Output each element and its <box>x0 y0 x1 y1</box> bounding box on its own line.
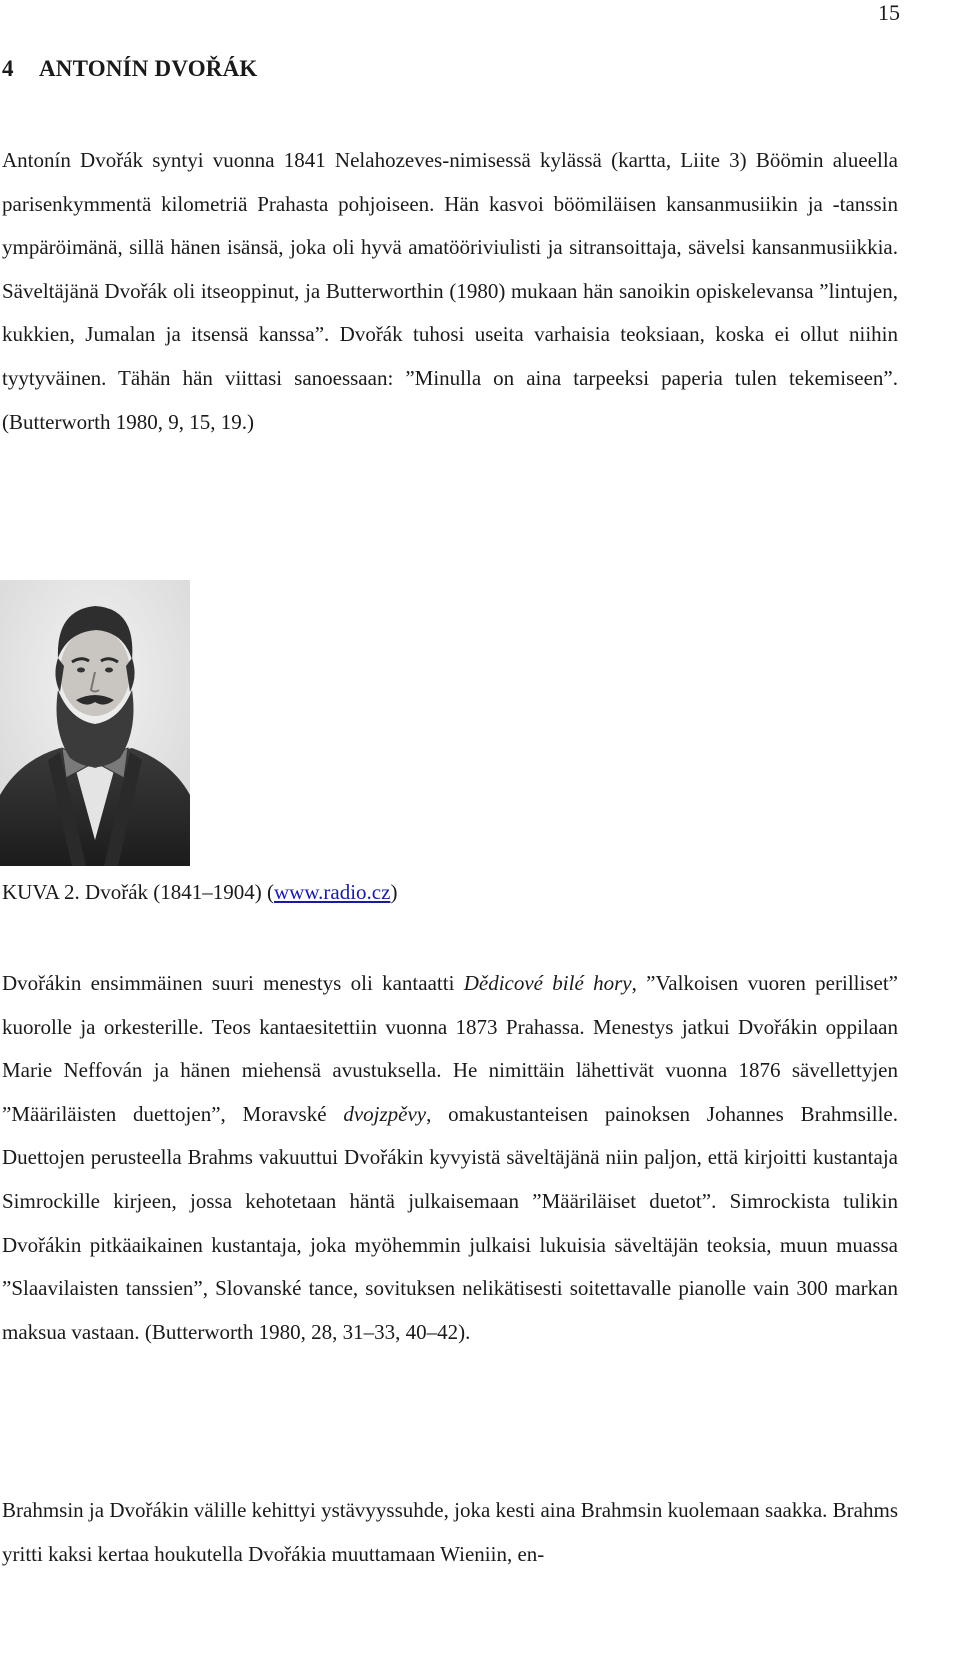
success-text-3: , omakustanteisen painoksen Johannes Brahmsille. Duettojen perusteella Brahms vakuuttui Dvořákin kyvyistä säveltäjänä niin paljon, että kirjoitti kustantaja Simrockille kirjeen, jossa kehotetaan häntä julkaisemaan ”Määriläiset duetot”. Simrockista tulikin Dvořákin pitkäaikainen kustantaja, joka myöhemmin julkaisi lukuisia säveltäjän teoksia, muun muassa ”Slaavilaisten tanssien”, Slovanské tance, sovituksen nelikätisesti soitettavalle pianolle vain 300 markan maksua vastaan. (Butterworth 1980, 28, 31–33, 40–42). <box>2 1101 898 1344</box>
paragraph-success <box>2 962 898 1354</box>
work-title-dedicove: Dědicové bilé hory <box>463 971 632 995</box>
paragraph-birth: Antonín Dvořák syntyi vuonna 1841 Nelahozeves-nimisessä kylässä (kartta, Liite 3) Böömin alueella parisenkymmentä kilometriä Prahasta pohjoiseen. Hän kasvoi böömiläisen kansanmusiikin ja -tanssin ympäröimänä, sillä hänen isänsä, joka oli hyvä amatööriviulisti ja sitransoittaja, sävelsi kansanmusiikkia. Säveltäjänä Dvořák oli itseoppinut, ja Butterworthin (1980) mukaan hän sanoikin opiskelevansa ”lintujen, kukkien, Jumalan ja itsensä kanssa”. Dvořák tuhosi useita varhaisia teoksiaan, koska ei ollut niihin tyytyväinen. Tähän hän viittasi sanoessaan: ”Minulla on aina tarpeeksi paperia tulen tekemiseen”. (Butterworth 1980, 9, 15, 19.) <box>2 148 898 434</box>
page-number: 15 <box>878 0 900 25</box>
chapter-number: 4 <box>2 56 14 81</box>
chapter-title <box>2 56 258 82</box>
caption-text: KUVA 2. Dvořák (1841–1904) ( <box>2 880 275 904</box>
success-text-1: Dvořákin ensimmäinen suuri menestys oli kantaatti <box>2 971 464 995</box>
chapter-title-text: ANTONÍN DVOŘÁK <box>39 56 258 81</box>
caption-close: ) <box>390 880 398 904</box>
success-text-2: , ”Valkoisen vuoren perilliset” kuorolle ja orkesterille. Teos kantaesitettiin vuonna 1873 Prahassa. Menestys jatkui Dvořákin oppilaan Marie Neffován ja hänen miehensä avustuksella. He nimittäin lähettivät vuonna 1876 sävellettyjen ”Määriläisten duettojen”, Moravské <box>2 971 898 1126</box>
work-title-dvojzpevy: dvojzpěvy <box>343 1101 427 1126</box>
caption-link[interactable]: www.radio.cz <box>274 880 391 904</box>
paragraph-friendship: Brahmsin ja Dvořákin välille kehittyi ystävyyssuhde, joka kesti aina Brahmsin kuolemaan saakka. Brahms yritti kaksi kertaa houkutella Dvořákia muuttamaan Wieniin, en- <box>2 1498 898 1566</box>
portrait-photo <box>0 580 190 866</box>
figure-caption <box>2 880 397 905</box>
